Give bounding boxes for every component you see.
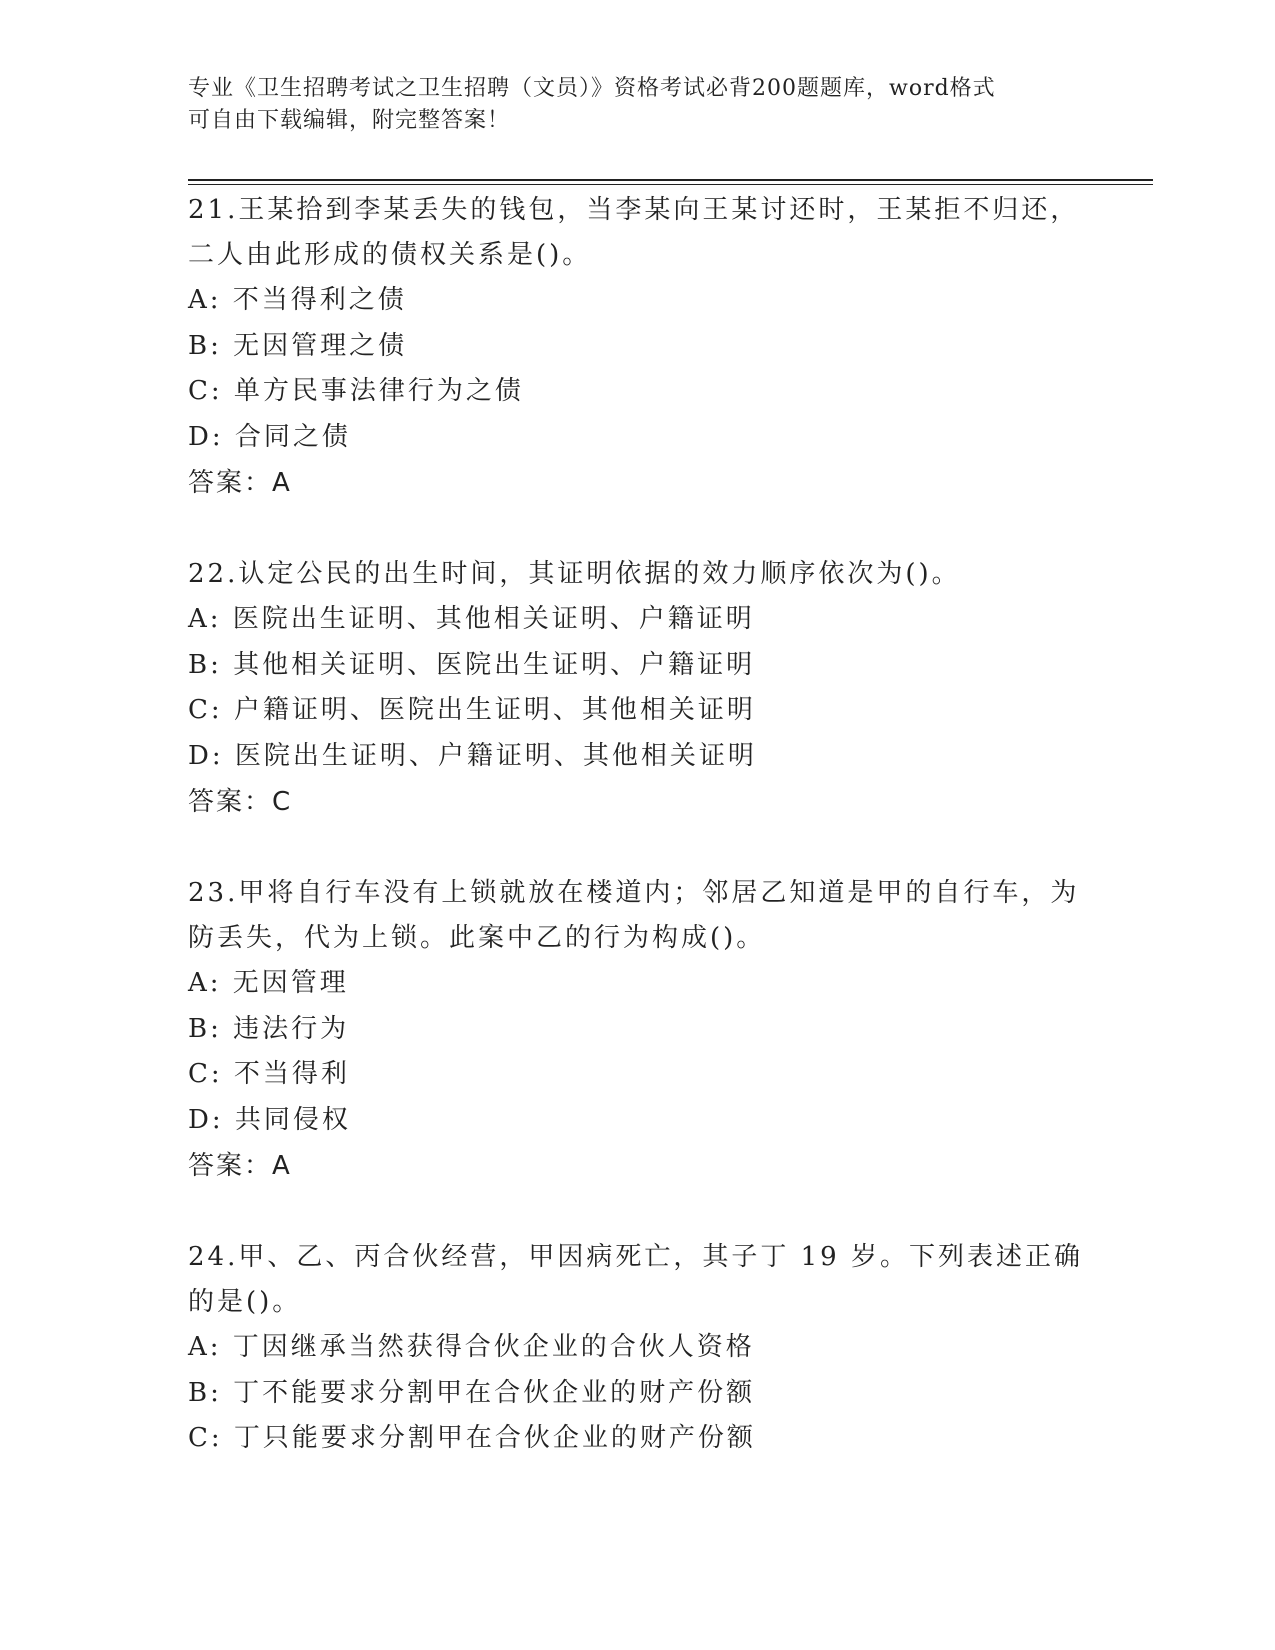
question-text-line: 21.王某拾到李某丢失的钱包，当李某向王某讨还时，王某拒不归还， xyxy=(188,195,1080,225)
question-text-line: 22.认定公民的出生时间，其证明依据的效力顺序依次为()。 xyxy=(188,559,961,589)
question-text-line: 防丢失，代为上锁。此案中乙的行为构成()。 xyxy=(188,923,766,953)
option-c: C: 不当得利 xyxy=(188,1059,350,1089)
option-b: B: 其他相关证明、医院出生证明、户籍证明 xyxy=(188,649,756,680)
option-a: A: 丁因继承当然获得合伙企业的合伙人资格 xyxy=(188,1332,755,1362)
option-c: C: 丁只能要求分割甲在合伙企业的财产份额 xyxy=(188,1423,756,1453)
question-24 xyxy=(188,1235,1088,1462)
question-21 xyxy=(188,188,1088,507)
option-b: B: 无因管理之债 xyxy=(188,330,408,361)
option-c: C: 户籍证明、医院出生证明、其他相关证明 xyxy=(188,695,756,725)
option-a: A: 无因管理 xyxy=(188,968,349,998)
answer: 答案：A xyxy=(188,1151,292,1181)
option-d: D: 合同之债 xyxy=(188,421,351,452)
option-a: A: 医院出生证明、其他相关证明、户籍证明 xyxy=(188,604,755,634)
question-spacer xyxy=(188,507,1088,552)
header-line-1: 专业《卫生招聘考试之卫生招聘（文员）》资格考试必背200题题库，word格式 xyxy=(188,76,996,101)
option-b: B: 违法行为 xyxy=(188,1013,350,1044)
document-header xyxy=(188,73,1088,137)
option-a: A: 不当得利之债 xyxy=(188,285,407,315)
question-text xyxy=(188,188,1088,278)
question-spacer xyxy=(188,1190,1088,1235)
question-text-line: 23.甲将自行车没有上锁就放在楼道内；邻居乙知道是甲的自行车，为 xyxy=(188,878,1080,908)
question-text xyxy=(188,1235,1088,1325)
question-22 xyxy=(188,552,1088,826)
question-23 xyxy=(188,871,1088,1190)
option-d: D: 医院出生证明、户籍证明、其他相关证明 xyxy=(188,740,757,771)
answer: 答案：C xyxy=(188,787,293,817)
question-text-line: 24.甲、乙、丙合伙经营，甲因病死亡，其子丁 19 岁。下列表述正确 xyxy=(188,1242,1083,1272)
question-text-line: 的是()。 xyxy=(188,1287,302,1317)
answer: 答案：A xyxy=(188,468,292,498)
option-d: D: 共同侵权 xyxy=(188,1104,351,1135)
header-divider-thin xyxy=(188,184,1153,185)
option-c: C: 单方民事法律行为之债 xyxy=(188,376,524,406)
header-line-2: 可自由下载编辑，附完整答案！ xyxy=(188,108,511,133)
question-spacer xyxy=(188,826,1088,871)
header-divider-thick xyxy=(188,179,1153,181)
question-text-line: 二人由此形成的债权关系是()。 xyxy=(188,240,592,270)
option-b: B: 丁不能要求分割甲在合伙企业的财产份额 xyxy=(188,1377,756,1408)
question-text xyxy=(188,552,1088,597)
questions-list xyxy=(188,188,1088,1462)
question-text xyxy=(188,871,1088,961)
